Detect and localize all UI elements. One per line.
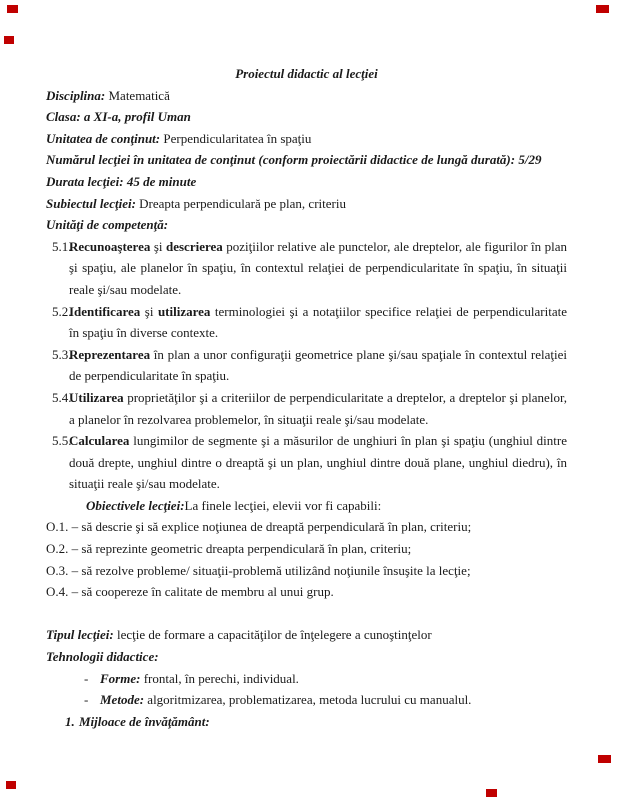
meta-label: Unităţi de competenţă: <box>46 217 169 233</box>
lesson-type-line <box>46 624 567 646</box>
objectives-intro-text: La finele lecţiei, elevii vor fi capabili: <box>184 497 382 513</box>
lesson-type-label: Tipul lecţiei: <box>46 627 114 643</box>
meta-line-clasa <box>46 106 567 128</box>
meta-line-unitatea <box>46 128 567 150</box>
meta-line-durata <box>46 171 567 193</box>
competency-text: lungimilor de segmente şi a măsurilor de unghiuri în plan şi spaţiu (unghiul dintre două drepte, unghiul dintre o dreaptă şi un plan, unghiul dintre două plane, unghiul diedru), în situaţii reale şi/sau modelate. <box>69 433 567 492</box>
competency-number: 5.1. <box>52 238 72 254</box>
competency-number: 5.2. <box>52 303 72 319</box>
objective-text: – să coopereze în calitate de membru al unui grup. <box>71 584 334 600</box>
competency-text: în plan a unor configuraţii geometrice plane şi/sau spaţiale în contextul relaţiei de perpendicularitate în spaţiu. <box>69 346 567 384</box>
dash-bullet: - <box>84 692 89 708</box>
competency-item <box>46 236 567 301</box>
lesson-type-text: lecţie de formare a capacităţilor de înţelegere a cunoştinţelor <box>117 627 432 643</box>
competency-text: proprietăţilor şi a criteriilor de perpendicularitate a dreptelor, a dreptelor şi planelor, a planelor în rezolvarea problemelor, în situaţii reale şi/sau modelate. <box>69 389 567 427</box>
red-scan-mark <box>486 789 497 797</box>
competency-number: 5.4. <box>52 389 72 405</box>
dash-bullet: - <box>84 670 89 686</box>
page-title: Proiectul didactic al lecţiei <box>235 66 378 81</box>
competency-keyword: Identificarea <box>69 303 141 319</box>
objective-id: O.4. <box>46 584 69 600</box>
competency-keyword: Recunoaşterea <box>69 238 151 254</box>
means-label: Mijloace de învăţământ: <box>79 713 210 729</box>
meta-line-subiectul <box>46 193 567 215</box>
competency-text: poziţiilor relative ale punctelor, ale dreptelor, ale figurilor în plan şi spaţiu, ale planelor în spaţiu, în contextul relaţiei de perpendicularitate în spaţiu, în situaţii reale şi/sau modelate. <box>69 238 567 297</box>
objective-item <box>46 538 567 560</box>
competency-item <box>46 387 567 430</box>
meta-line-unitati <box>46 214 567 236</box>
meta-label: Subiectul lecţiei: <box>46 195 136 211</box>
red-scan-mark <box>7 5 18 13</box>
competency-item <box>46 430 567 495</box>
document-content <box>46 63 567 732</box>
competency-text: şi <box>150 238 166 254</box>
red-scan-mark <box>6 781 16 789</box>
meta-value: Dreapta perpendiculară pe plan, criteriu <box>139 195 346 211</box>
blank-line <box>46 603 567 625</box>
technology-text: frontal, în perechi, individual. <box>143 670 299 686</box>
meta-label: Clasa: a XI-a, profil Uman <box>46 109 191 125</box>
technology-label: Forme: <box>100 670 141 686</box>
meta-line-numarul <box>46 149 567 171</box>
competency-keyword: descrierea <box>166 238 223 254</box>
technology-item-forme <box>84 668 567 690</box>
meta-label: Numărul lecţiei în unitatea de conţinut (conform proiectării didactice de lungă durată): 5/29 <box>46 152 542 168</box>
red-scan-mark <box>598 755 611 763</box>
objective-text: – să descrie şi să explice noţiunea de dreaptă perpendiculară în plan, criteriu; <box>71 519 472 535</box>
technology-label: Metode: <box>100 692 145 708</box>
competency-item <box>46 301 567 344</box>
technology-item-metode <box>84 689 567 711</box>
technology-text: algoritmizarea, problematizarea, metoda lucrului cu manualul. <box>147 692 472 708</box>
objective-id: O.2. <box>46 541 69 557</box>
competency-number: 5.5. <box>52 433 72 449</box>
meta-label: Disciplina: <box>46 87 106 103</box>
meta-label: Unitatea de conţinut: <box>46 130 161 146</box>
objective-item <box>46 516 567 538</box>
objectives-intro-label: Obiectivele lecţiei: <box>86 497 185 513</box>
objective-text: – să rezolve probleme/ situaţii-problemă utilizând noţiunile însuşite la lecţie; <box>71 562 471 578</box>
red-scan-mark <box>596 5 609 13</box>
objectives-intro <box>86 495 567 517</box>
competency-keyword: utilizarea <box>157 303 211 319</box>
technologies-heading: Tehnologii didactice: <box>46 649 159 665</box>
competency-keyword: Calcularea <box>69 433 130 449</box>
red-scan-mark <box>4 36 14 44</box>
meta-value: Matematică <box>108 87 170 103</box>
competency-text: şi <box>140 303 158 319</box>
means-number: 1. <box>65 713 75 729</box>
objective-id: O.1. <box>46 519 69 535</box>
meta-value: Perpendicularitatea în spaţiu <box>163 130 312 146</box>
objective-id: O.3. <box>46 562 69 578</box>
means-heading <box>65 711 567 733</box>
objective-text: – să reprezinte geometric dreapta perpendiculară în plan, criteriu; <box>71 541 412 557</box>
competency-keyword: Utilizarea <box>69 389 124 405</box>
competency-number: 5.3. <box>52 346 72 362</box>
competency-item <box>46 344 567 387</box>
competency-keyword: Reprezentarea <box>69 346 151 362</box>
objective-item <box>46 560 567 582</box>
competency-text: terminologiei şi a notaţiilor specifice relaţiei de perpendicularitate în spaţiu în diverse contexte. <box>69 303 567 341</box>
meta-label: Durata lecţiei: 45 de minute <box>46 173 197 189</box>
objective-item <box>46 581 567 603</box>
meta-line-disciplina <box>46 85 567 107</box>
